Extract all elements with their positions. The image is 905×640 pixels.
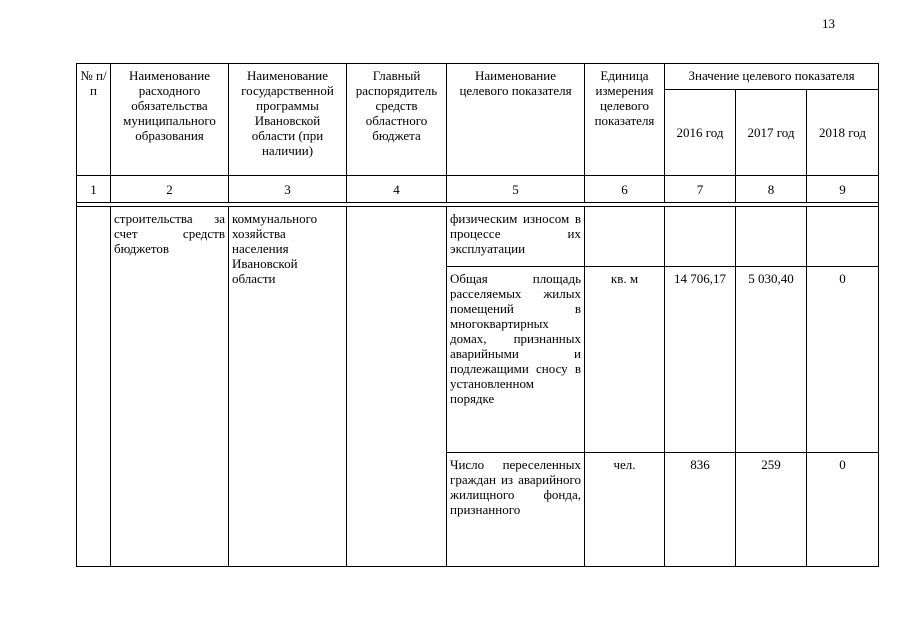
value-2018-cell	[807, 207, 879, 267]
unit-cell	[585, 207, 665, 267]
column-number: 7	[665, 176, 736, 203]
header-obligation: Наименование расходного обязательства муниципального образования	[111, 64, 229, 176]
table-row	[77, 207, 879, 267]
value-2018-cell: 0	[807, 453, 879, 567]
column-number: 4	[347, 176, 447, 203]
column-number: 5	[447, 176, 585, 203]
header-year-2016: 2016 год	[665, 90, 736, 176]
indicator-cell: Общая площадь расселяемых жилых помещений в многоквартирных домах, признанных аварийными и подлежащими сносу в установленном порядке	[447, 267, 585, 453]
indicator-cell: Число переселенных граждан из аварийного жилищного фонда, признанного	[447, 453, 585, 567]
manager-cell	[347, 207, 447, 567]
unit-cell: кв. м	[585, 267, 665, 453]
column-number: 3	[229, 176, 347, 203]
column-number: 8	[736, 176, 807, 203]
value-2017-cell	[736, 207, 807, 267]
unit-cell: чел.	[585, 453, 665, 567]
obligation-cell: строительства за счет средств бюджетов	[111, 207, 229, 567]
header-values-group: Значение целевого показателя	[665, 64, 879, 90]
value-2016-cell: 14 706,17	[665, 267, 736, 453]
header-manager: Главный распорядитель средств областного бюджета	[347, 64, 447, 176]
column-number: 9	[807, 176, 879, 203]
header-program: Наименование государственной программы Ивановской области (при наличии)	[229, 64, 347, 176]
value-2017-cell: 259	[736, 453, 807, 567]
header-year-2018: 2018 год	[807, 90, 879, 176]
program-cell: коммунального хозяйства населения Ивановской области	[229, 207, 347, 567]
header-number: № п/п	[77, 64, 111, 176]
column-number: 2	[111, 176, 229, 203]
indicator-cell: физическим износом в процессе их эксплуатации	[447, 207, 585, 267]
header-year-2017: 2017 год	[736, 90, 807, 176]
value-2016-cell: 836	[665, 453, 736, 567]
page-number: 13	[822, 16, 835, 31]
row-number-cell	[77, 207, 111, 567]
header-indicator: Наименование целевого показателя	[447, 64, 585, 176]
header-unit: Единица измерения целевого показателя	[585, 64, 665, 176]
column-number: 1	[77, 176, 111, 203]
value-2017-cell: 5 030,40	[736, 267, 807, 453]
column-number: 6	[585, 176, 665, 203]
value-2018-cell: 0	[807, 267, 879, 453]
target-indicators-table	[76, 63, 879, 567]
value-2016-cell	[665, 207, 736, 267]
